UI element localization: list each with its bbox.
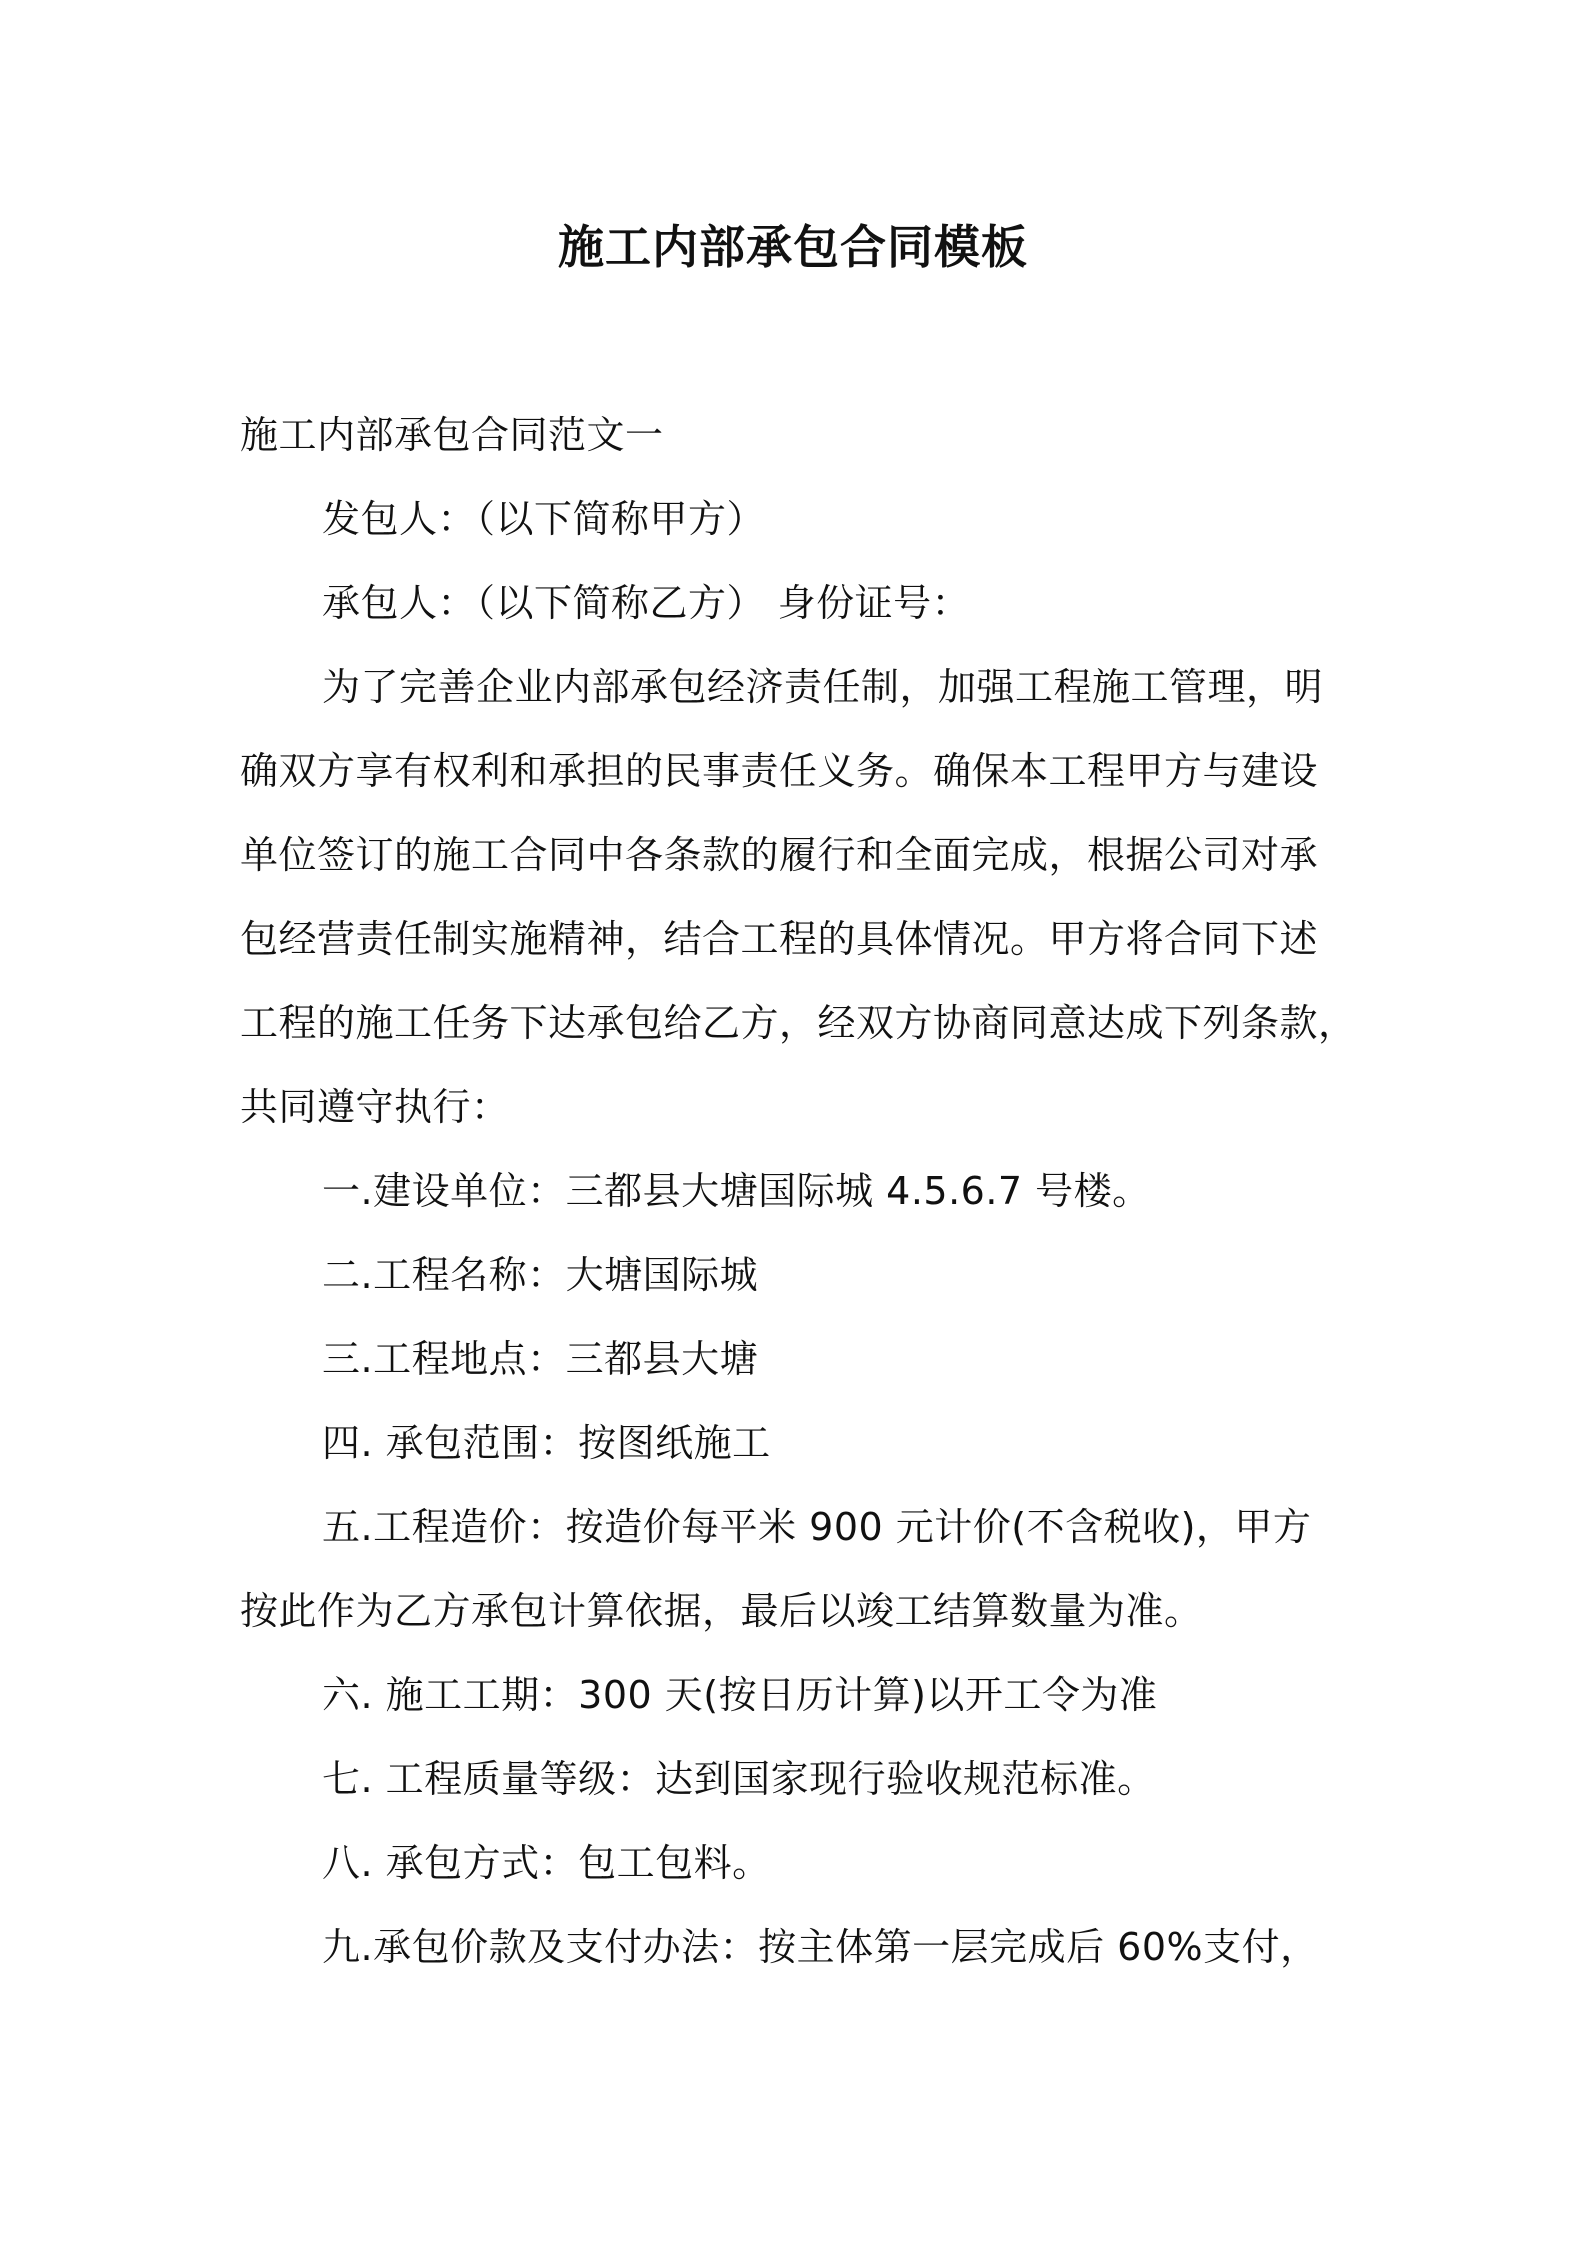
paragraph-line: 共同遵守执行： [240, 1085, 510, 1129]
contractor-line: 承包人：（以下简称乙方） 身份证号： [322, 581, 971, 625]
clause-line: 七. 工程质量等级：达到国家现行验收规范标准。 [322, 1757, 1156, 1801]
section-heading: 施工内部承包合同范文一 [240, 413, 664, 457]
clause-line: 四. 承包范围：按图纸施工 [322, 1421, 771, 1465]
clause-line: 按此作为乙方承包计算依据，最后以竣工结算数量为准。 [240, 1589, 1203, 1633]
clause-line: 九.承包价款及支付办法：按主体第一层完成后 60%支付， [322, 1925, 1319, 1969]
clause-line: 六. 施工工期：300 天(按日历计算)以开工令为准 [322, 1673, 1158, 1717]
paragraph-line: 为了完善企业内部承包经济责任制，加强工程施工管理，明 [322, 665, 1324, 709]
employer-line: 发包人：（以下简称甲方） [322, 497, 766, 541]
clause-line: 五.工程造价：按造价每平米 900 元计价(不含税收)，甲方 [322, 1505, 1312, 1549]
paragraph-line: 包经营责任制实施精神，结合工程的具体情况。甲方将合同下述 [240, 917, 1319, 961]
document-title: 施工内部承包合同模板 [558, 220, 1028, 274]
paragraph-line: 工程的施工任务下达承包给乙方，经双方协商同意达成下列条款， [240, 1001, 1357, 1045]
paragraph-line: 确双方享有权利和承担的民事责任义务。确保本工程甲方与建设 [240, 749, 1319, 793]
clause-line: 二.工程名称：大塘国际城 [322, 1253, 759, 1297]
clause-line: 一.建设单位：三都县大塘国际城 4.5.6.7 号楼。 [322, 1169, 1151, 1213]
clause-line: 八. 承包方式：包工包料。 [322, 1841, 771, 1885]
paragraph-line: 单位签订的施工合同中各条款的履行和全面完成，根据公司对承 [240, 833, 1319, 877]
clause-line: 三.工程地点：三都县大塘 [322, 1337, 759, 1381]
